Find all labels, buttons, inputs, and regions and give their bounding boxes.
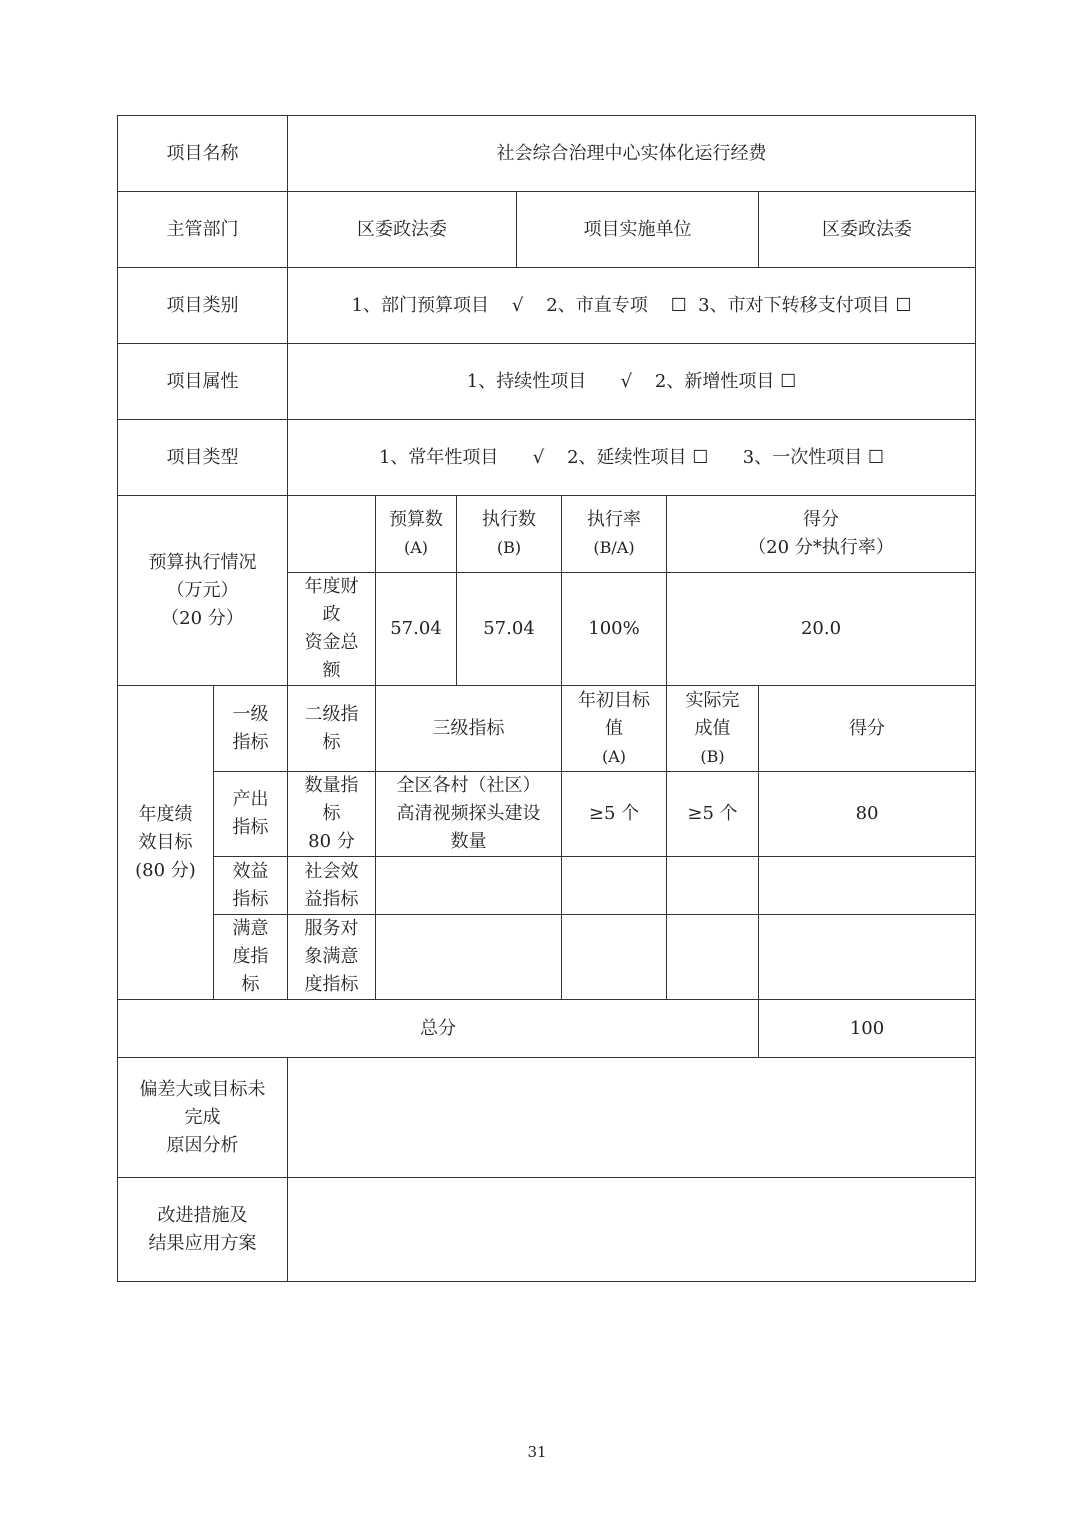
- page-number: 31: [527, 1443, 547, 1461]
- output-indicator-label: 产出 指标: [214, 772, 288, 857]
- executed-amount-header: 执行数 (B): [457, 496, 562, 573]
- type-options: 1、常年性项目 √ 2、延续性项目 ☐ 3、一次性项目 ☐: [288, 420, 976, 496]
- total-score-label: 总分: [118, 1000, 759, 1058]
- actual-value: ≥5 个: [667, 772, 759, 857]
- table-row: [118, 857, 976, 915]
- empty-cell: [667, 915, 759, 1000]
- attribute-row: [118, 344, 976, 420]
- total-score-row: [118, 1000, 976, 1058]
- empty-cell: [667, 857, 759, 915]
- level2-indicator-header: 二级指 标: [288, 686, 376, 772]
- annual-fiscal-funds-label: 年度财 政 资金总 额: [288, 573, 376, 686]
- empty-cell: [376, 915, 562, 1000]
- performance-evaluation-table: [117, 115, 976, 1282]
- performance-header-row: [118, 686, 976, 772]
- budget-blank-cell: [288, 496, 376, 573]
- project-name-value: 社会综合治理中心实体化运行经费: [288, 116, 976, 192]
- execution-rate-header: 执行率 (B/A): [562, 496, 667, 573]
- budget-execution-label: 预算执行情况 （万元） （20 分）: [118, 496, 288, 686]
- department-value: 区委政法委: [288, 192, 517, 268]
- project-name-row: [118, 116, 976, 192]
- department-label: 主管部门: [118, 192, 288, 268]
- quantity-indicator-label: 数量指 标 80 分: [288, 772, 376, 857]
- budget-amount-header: 预算数 (A): [376, 496, 457, 573]
- category-options: 1、部门预算项目 √ 2、市直专项 ☐ 3、市对下转移支付项目 ☐: [288, 268, 976, 344]
- type-label: 项目类型: [118, 420, 288, 496]
- indicator-score: 80: [759, 772, 976, 857]
- deviation-analysis-row: [118, 1058, 976, 1178]
- table-row: [118, 772, 976, 857]
- empty-cell: [759, 857, 976, 915]
- improvement-measures-content: [288, 1178, 976, 1282]
- satisfaction-indicator-label: 满意 度指 标: [214, 915, 288, 1000]
- budget-score-value: 20.0: [667, 573, 976, 686]
- improvement-measures-label: 改进措施及 结果应用方案: [118, 1178, 288, 1282]
- attribute-options: 1、持续性项目 √ 2、新增性项目 ☐: [288, 344, 976, 420]
- service-satisfaction-indicator-label: 服务对 象满意 度指标: [288, 915, 376, 1000]
- budget-amount-value: 57.04: [376, 573, 457, 686]
- table-row: [118, 915, 976, 1000]
- project-name-label: 项目名称: [118, 116, 288, 192]
- level3-indicator-text: 全区各村（社区） 高清视频探头建设 数量: [376, 772, 562, 857]
- empty-cell: [376, 857, 562, 915]
- improvement-measures-row: [118, 1178, 976, 1282]
- attribute-label: 项目属性: [118, 344, 288, 420]
- benefit-indicator-label: 效益 指标: [214, 857, 288, 915]
- deviation-analysis-label: 偏差大或目标未 完成 原因分析: [118, 1058, 288, 1178]
- category-row: [118, 268, 976, 344]
- department-row: [118, 192, 976, 268]
- empty-cell: [562, 857, 667, 915]
- budget-score-header: 得分 （20 分*执行率）: [667, 496, 976, 573]
- level3-indicator-header: 三级指标: [376, 686, 562, 772]
- performance-score-header: 得分: [759, 686, 976, 772]
- implementing-unit-label: 项目实施单位: [517, 192, 759, 268]
- execution-rate-value: 100%: [562, 573, 667, 686]
- level1-indicator-header: 一级 指标: [214, 686, 288, 772]
- total-score-value: 100: [759, 1000, 976, 1058]
- annual-performance-label: 年度绩 效目标 (80 分): [118, 686, 214, 1000]
- category-label: 项目类别: [118, 268, 288, 344]
- target-value: ≥5 个: [562, 772, 667, 857]
- actual-value-header: 实际完 成值 (B): [667, 686, 759, 772]
- budget-header-row: [118, 496, 976, 573]
- empty-cell: [759, 915, 976, 1000]
- social-benefit-indicator-label: 社会效 益指标: [288, 857, 376, 915]
- type-row: [118, 420, 976, 496]
- empty-cell: [562, 915, 667, 1000]
- target-value-header: 年初目标 值 (A): [562, 686, 667, 772]
- implementing-unit-value: 区委政法委: [759, 192, 976, 268]
- deviation-analysis-content: [288, 1058, 976, 1178]
- executed-amount-value: 57.04: [457, 573, 562, 686]
